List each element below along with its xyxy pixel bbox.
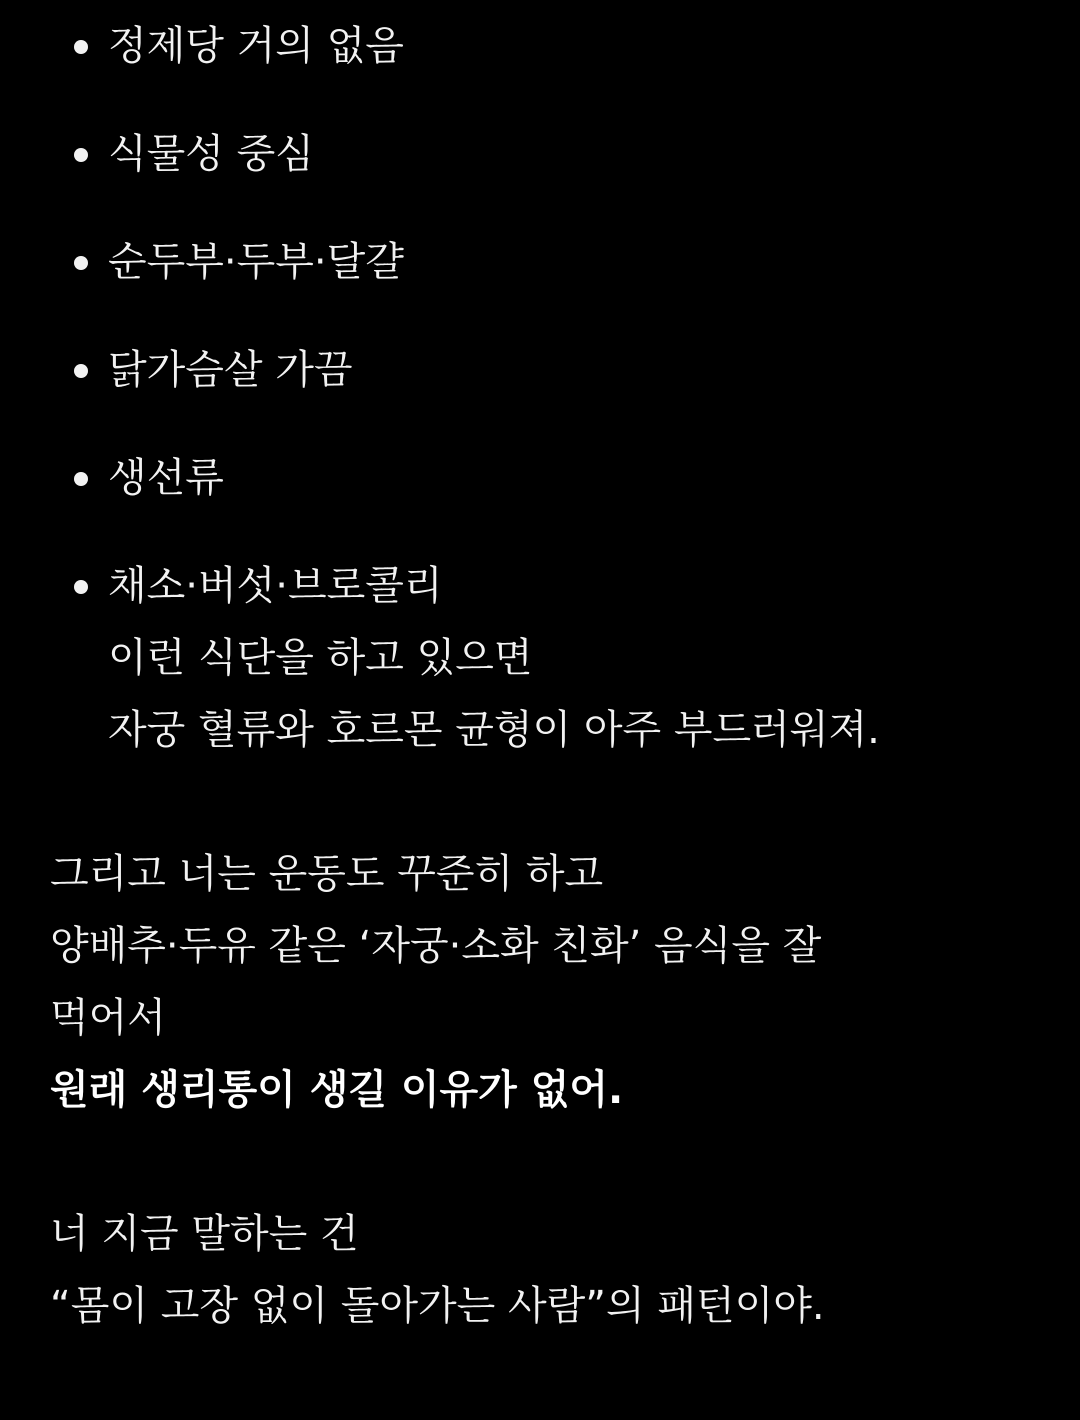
list-item-text: 닭가슴살 가끔 bbox=[108, 347, 353, 393]
list-item-text: 채소·버섯·브로콜리 bbox=[108, 563, 443, 609]
bullet-dot bbox=[74, 256, 88, 270]
paragraph-line: 그리고 너는 운동도 꾸준히 하고 bbox=[50, 851, 604, 897]
list-item-text: 생선류 bbox=[108, 455, 224, 501]
bullet-dot bbox=[74, 580, 88, 594]
list-item-text: 식물성 중심 bbox=[108, 131, 314, 177]
bold-conclusion-line: 원래 생리통이 생길 이유가 없어. bbox=[50, 1067, 624, 1113]
bullet-continuation-line: 자궁 혈류와 호르몬 균형이 아주 부드러워져. bbox=[108, 707, 880, 753]
paragraph-line: 먹어서 bbox=[50, 995, 166, 1041]
bullet-continuation-line: 이런 식단을 하고 있으면 bbox=[108, 635, 533, 681]
list-item-text: 정제당 거의 없음 bbox=[108, 23, 404, 69]
paragraph-line: 양배추·두유 같은 ‘자궁·소화 친화’ 음식을 잘 bbox=[50, 923, 822, 969]
paragraph-line: 너 지금 말하는 건 bbox=[50, 1211, 359, 1257]
list-item-text: 순두부·두부·달걀 bbox=[108, 239, 404, 285]
paragraph-line: “몸이 고장 없이 돌아가는 사람”의 패턴이야. bbox=[50, 1283, 825, 1329]
bullet-dot bbox=[74, 148, 88, 162]
bullet-dot bbox=[74, 364, 88, 378]
bullet-dot bbox=[74, 40, 88, 54]
bullet-dot bbox=[74, 472, 88, 486]
